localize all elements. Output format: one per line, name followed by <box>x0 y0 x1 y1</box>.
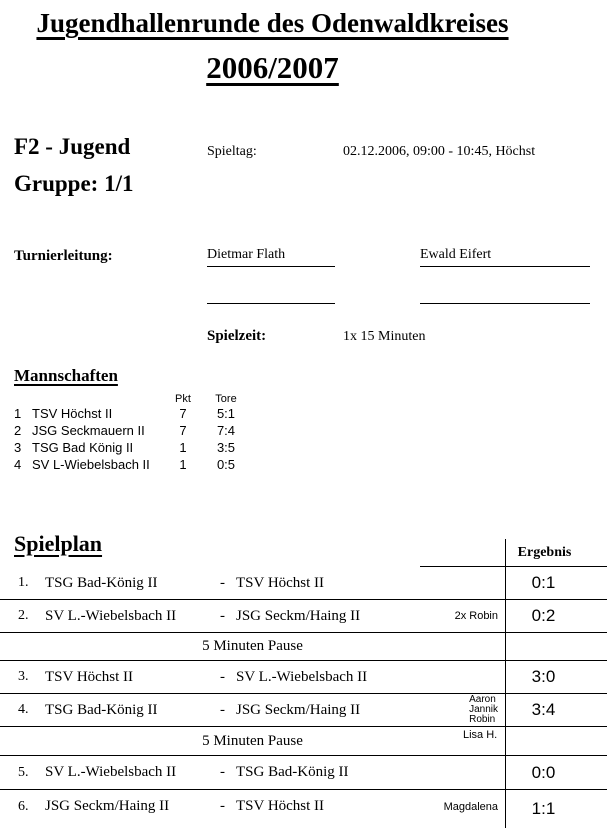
team-goals: 0:5 <box>216 457 236 472</box>
match-number: 6. <box>18 798 29 814</box>
scorer-note: 2x Robin <box>454 610 498 622</box>
home-team: TSV Höchst II <box>45 668 134 685</box>
group-label: Gruppe: 1/1 <box>14 171 134 196</box>
team-name: TSG Bad König II <box>32 440 134 455</box>
official-2-signature: Ewald Eifert <box>420 247 590 267</box>
season-title: 2006/2007 <box>206 50 339 85</box>
team-goals: 3:5 <box>216 440 236 455</box>
match-number: 4. <box>18 702 29 717</box>
spieltag-value: 02.12.2006, 09:00 - 10:45, Höchst <box>343 144 536 159</box>
team-rank: 1 <box>14 406 22 421</box>
pause-text: 5 Minuten Pause <box>202 732 303 749</box>
home-team: TSG Bad-König II <box>45 701 158 718</box>
away-team: TSV Höchst II <box>236 798 325 814</box>
away-team: JSG Seckm/Haing II <box>236 701 361 718</box>
scorer-name: Robin <box>469 714 496 725</box>
official-1-signature: Dietmar Flath <box>207 247 335 267</box>
schedule-table <box>0 528 607 828</box>
age-group-label: F2 - Jugend <box>14 134 131 159</box>
match-result: 0:1 <box>505 567 607 599</box>
match-result: 0:0 <box>505 756 607 789</box>
goals-column-header: Tore <box>215 392 237 405</box>
home-team: TSG Bad-König II <box>45 574 158 591</box>
spielzeit-label: Spielzeit: <box>207 328 267 344</box>
pause-result-cell <box>505 633 607 660</box>
document-header <box>0 8 545 86</box>
signature-line-blank-1 <box>207 286 335 304</box>
match-number: 3. <box>18 669 29 684</box>
scorer-note: Lisa H. <box>463 729 498 741</box>
match-number: 1. <box>18 575 29 590</box>
standings-row <box>14 405 248 422</box>
standings-table <box>14 392 248 473</box>
match-row-1 <box>0 567 607 600</box>
scorer-name: Jannik <box>469 704 498 715</box>
match-row-2 <box>0 600 607 633</box>
standings-header-row <box>14 392 248 405</box>
match-row-5 <box>0 756 607 790</box>
pause-result-cell <box>505 727 607 755</box>
match-result: 1:1 <box>505 790 607 828</box>
spieltag-label: Spieltag: <box>207 144 257 159</box>
away-team: SV L.-Wiebelsbach II <box>236 668 368 685</box>
away-team: TSG Bad-König II <box>236 764 349 780</box>
pause-row-2 <box>0 727 607 756</box>
turnierleitung-label: Turnierleitung: <box>14 248 113 264</box>
vs-separator: - <box>220 798 225 814</box>
scorer-note: Magdalena <box>443 800 498 813</box>
match-row-6 <box>0 790 607 828</box>
team-name: TSV Höchst II <box>32 406 113 421</box>
header-rule <box>420 566 607 567</box>
standings-heading: Mannschaften <box>14 366 118 385</box>
team-goals: 5:1 <box>216 406 236 421</box>
standings-row <box>14 439 248 456</box>
team-points: 7 <box>179 423 187 438</box>
home-team: JSG Seckm/Haing II <box>45 798 170 814</box>
signature-line-blank-2 <box>420 286 590 304</box>
scorer-name: Aaron <box>469 694 496 705</box>
vs-separator: - <box>220 607 225 624</box>
points-column-header: Pkt <box>175 392 191 405</box>
team-goals: 7:4 <box>216 423 236 438</box>
pause-text: 5 Minuten Pause <box>202 638 303 654</box>
spielzeit-value: 1x 15 Minuten <box>343 329 426 344</box>
team-name: SV L-Wiebelsbach II <box>32 457 150 472</box>
home-team: SV L.-Wiebelsbach II <box>45 764 177 780</box>
team-name: JSG Seckmauern II <box>32 423 145 438</box>
standings-row <box>14 456 248 473</box>
match-result: 3:0 <box>505 661 607 693</box>
match-number: 2. <box>18 608 29 623</box>
standings-row <box>14 422 248 439</box>
team-rank: 2 <box>14 423 22 438</box>
vs-separator: - <box>220 574 225 591</box>
away-team: TSV Höchst II <box>236 574 325 591</box>
team-rank: 4 <box>14 457 22 472</box>
away-team: JSG Seckm/Haing II <box>236 607 361 624</box>
pause-row-1 <box>0 633 607 661</box>
home-team: SV L.-Wiebelsbach II <box>45 607 177 624</box>
team-points: 1 <box>179 457 187 472</box>
team-points: 1 <box>179 440 187 455</box>
scorer-note <box>435 695 505 725</box>
match-result: 3:4 <box>505 694 607 726</box>
match-row-3 <box>0 661 607 694</box>
team-points: 7 <box>179 406 187 421</box>
team-rank: 3 <box>14 440 22 455</box>
schedule-heading: Spielplan <box>14 531 103 556</box>
result-column-header: Ergebnis <box>505 539 607 567</box>
match-number: 5. <box>18 764 29 780</box>
vs-separator: - <box>220 668 225 685</box>
match-row-4 <box>0 694 607 727</box>
schedule-header-row <box>0 528 607 567</box>
document-title: Jugendhallenrunde des Odenwaldkreises <box>36 8 509 38</box>
match-result: 0:2 <box>505 600 607 632</box>
vs-separator: - <box>220 701 225 718</box>
vs-separator: - <box>220 764 225 780</box>
